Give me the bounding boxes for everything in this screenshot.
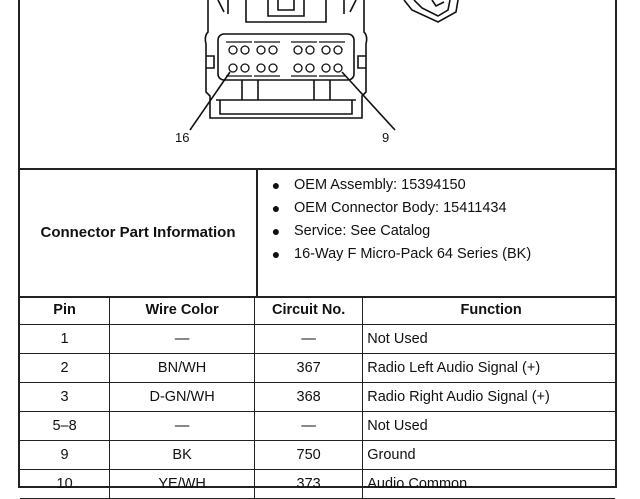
- cell-circuit-no: 373: [255, 470, 363, 499]
- oem-assembly: OEM Assembly: 15394150: [294, 177, 466, 193]
- cell-circuit-no: 750: [255, 441, 363, 470]
- table-row: [20, 412, 615, 441]
- cell-function: Audio Common: [363, 470, 615, 499]
- table-row: [20, 441, 615, 470]
- table-row: [20, 354, 615, 383]
- table-row: [20, 383, 615, 412]
- pin-callout-16: 16: [175, 130, 190, 145]
- connector-info-item: [258, 220, 615, 243]
- cell-circuit-no: —: [255, 325, 363, 354]
- cell-pin: 2: [20, 354, 110, 383]
- table-row: [20, 470, 615, 499]
- connector-drawing: [20, 0, 615, 170]
- bullet-icon: ●: [271, 246, 281, 262]
- connector-info-label: Connector Part Information: [20, 168, 258, 296]
- connector-info-item: [258, 174, 615, 197]
- connector-info-item: [258, 243, 615, 266]
- cell-circuit-no: 368: [255, 383, 363, 412]
- bullet-icon: ●: [271, 200, 281, 216]
- cell-wire-color: BN/WH: [110, 354, 255, 383]
- connector-diagram-frame: [18, 0, 617, 492]
- oem-connector-body: OEM Connector Body: 15411434: [294, 200, 507, 216]
- header-wire-color: Wire Color: [110, 296, 255, 325]
- header-function: Function: [363, 296, 615, 325]
- cell-wire-color: YE/WH: [110, 470, 255, 499]
- service-info: Service: See Catalog: [294, 223, 431, 239]
- cell-pin: 10: [20, 470, 110, 499]
- cell-function: Ground: [363, 441, 615, 470]
- cell-circuit-no: 367: [255, 354, 363, 383]
- table-row: [20, 325, 615, 354]
- connector-info-list: [258, 174, 615, 266]
- cell-pin: 1: [20, 325, 110, 354]
- bullet-icon: ●: [271, 223, 281, 239]
- pin-callout-9: 9: [382, 130, 390, 145]
- cell-wire-color: —: [110, 325, 255, 354]
- bullet-icon: ●: [271, 177, 281, 193]
- cell-pin: 5–8: [20, 412, 110, 441]
- cell-function: Not Used: [363, 325, 615, 354]
- connector-type: 16-Way F Micro-Pack 64 Series (BK): [294, 246, 532, 262]
- cell-pin: 3: [20, 383, 110, 412]
- pin-table: [20, 296, 615, 499]
- cell-wire-color: BK: [110, 441, 255, 470]
- connector-part-information: [20, 168, 615, 298]
- cell-pin: 9: [20, 441, 110, 470]
- connector-illustration: [20, 0, 615, 168]
- cell-function: Radio Left Audio Signal (+): [363, 354, 615, 383]
- cell-wire-color: D-GN/WH: [110, 383, 255, 412]
- cell-function: Radio Right Audio Signal (+): [363, 383, 615, 412]
- header-circuit-no: Circuit No.: [255, 296, 363, 325]
- cell-function: Not Used: [363, 412, 615, 441]
- cell-circuit-no: —: [255, 412, 363, 441]
- connector-info-item: [258, 197, 615, 220]
- cell-wire-color: —: [110, 412, 255, 441]
- table-header-row: [20, 296, 615, 325]
- header-pin: Pin: [20, 296, 110, 325]
